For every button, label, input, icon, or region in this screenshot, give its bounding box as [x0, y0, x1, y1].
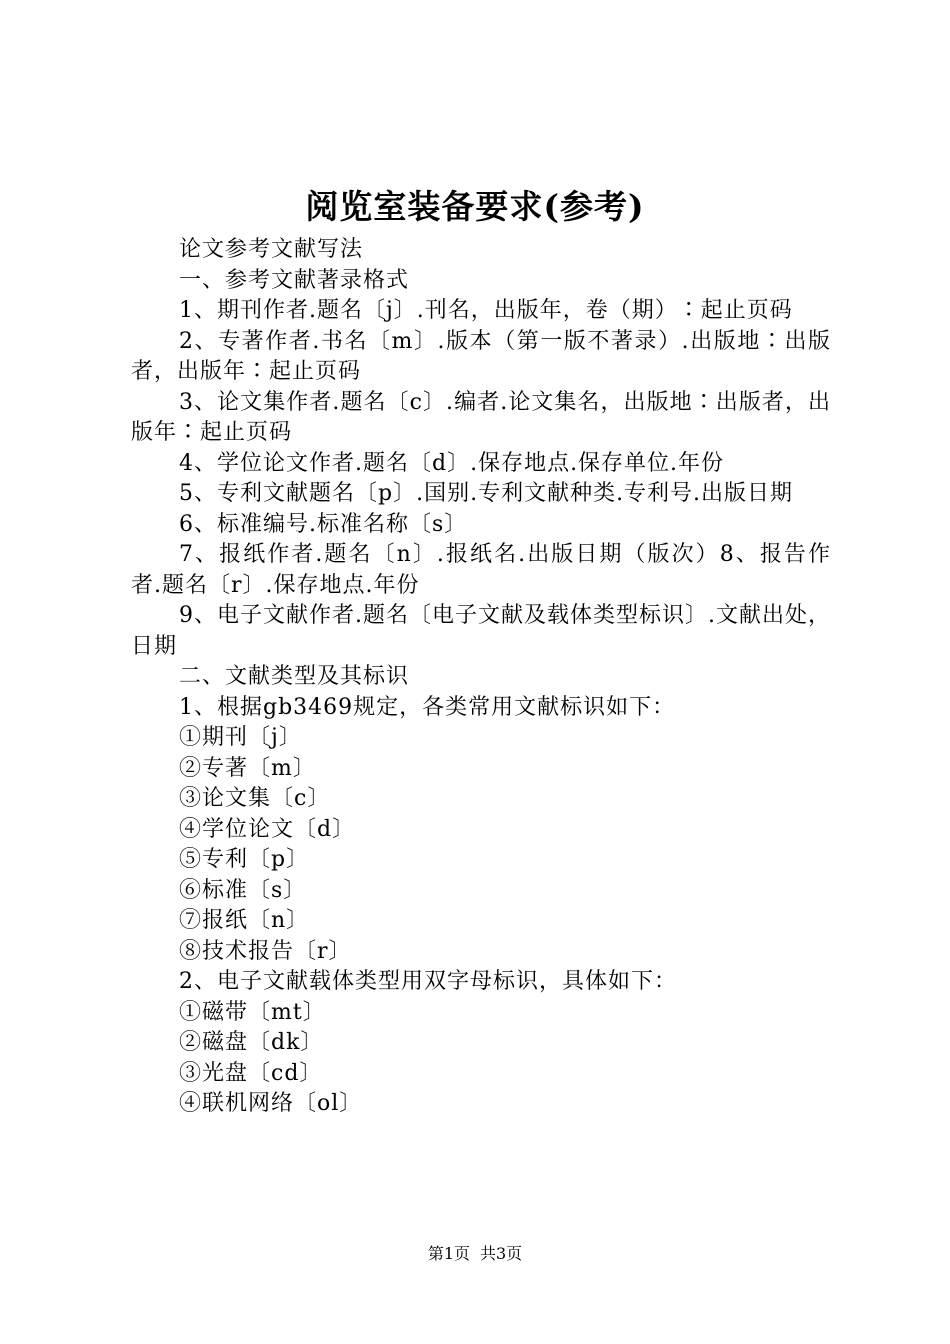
list-item: ④学位论文〔d〕 [179, 816, 356, 842]
page-footer [0, 1242, 950, 1266]
list-item: ⑧技术报告〔r〕 [179, 938, 352, 964]
paragraph: 2、电子文献载体类型用双字母标识，具体如下： [179, 969, 677, 994]
paragraph: 论文参考文献写法 [179, 237, 364, 262]
paragraph: 二、文献类型及其标识 [179, 664, 410, 689]
document-body [131, 235, 831, 1120]
paragraph: 一、参考文献著录格式 [179, 267, 410, 293]
paragraph: 3、论文集作者.题名〔c〕.编者.论文集名，出版地∶出版者，出版年∶起止页码 [131, 389, 831, 445]
paragraph: 7、报纸作者.题名〔n〕.报纸名.出版日期（版次）8、报告作者.题名〔r〕.保存地点.年份 [131, 542, 831, 598]
page-total: 共3页 [480, 1244, 523, 1263]
paragraph: 9、电子文献作者.题名〔电子文献及载体类型标识〕.文献出处，日期 [131, 603, 831, 659]
list-item: ④联机网络〔ol〕 [179, 1091, 363, 1116]
list-item: ③光盘〔cd〕 [179, 1060, 323, 1086]
document-title: 阅览室装备要求(参考) [305, 187, 645, 226]
list-item: ②磁盘〔dk〕 [179, 1030, 324, 1055]
paragraph: 5、专利文献题名〔p〕.国别.专利文献种类.专利号.出版日期 [179, 481, 794, 506]
paragraph: 1、期刊作者.题名〔j〕.刊名，出版年，卷（期）∶起止页码 [179, 298, 793, 323]
list-item: ①磁带〔mt〕 [179, 999, 326, 1025]
paragraph: 2、专著作者.书名〔m〕.版本（第一版不著录）.出版地∶出版者，出版年∶起止页码 [131, 328, 831, 384]
list-item: ③论文集〔c〕 [179, 786, 331, 811]
paragraph: 4、学位论文作者.题名〔d〕.保存地点.保存单位.年份 [179, 450, 725, 476]
list-item: ⑥标准〔s〕 [179, 877, 307, 903]
paragraph: 6、标准编号.标准名称〔s〕 [179, 511, 468, 537]
page-number: 第1页 [427, 1244, 470, 1263]
list-item: ⑦报纸〔n〕 [179, 908, 310, 933]
list-item: ②专著〔m〕 [179, 755, 316, 781]
paragraph: 1、根据gb3469规定，各类常用文献标识如下： [179, 694, 676, 720]
list-item: ①期刊〔j〕 [179, 725, 302, 750]
list-item: ⑤专利〔p〕 [179, 847, 310, 872]
